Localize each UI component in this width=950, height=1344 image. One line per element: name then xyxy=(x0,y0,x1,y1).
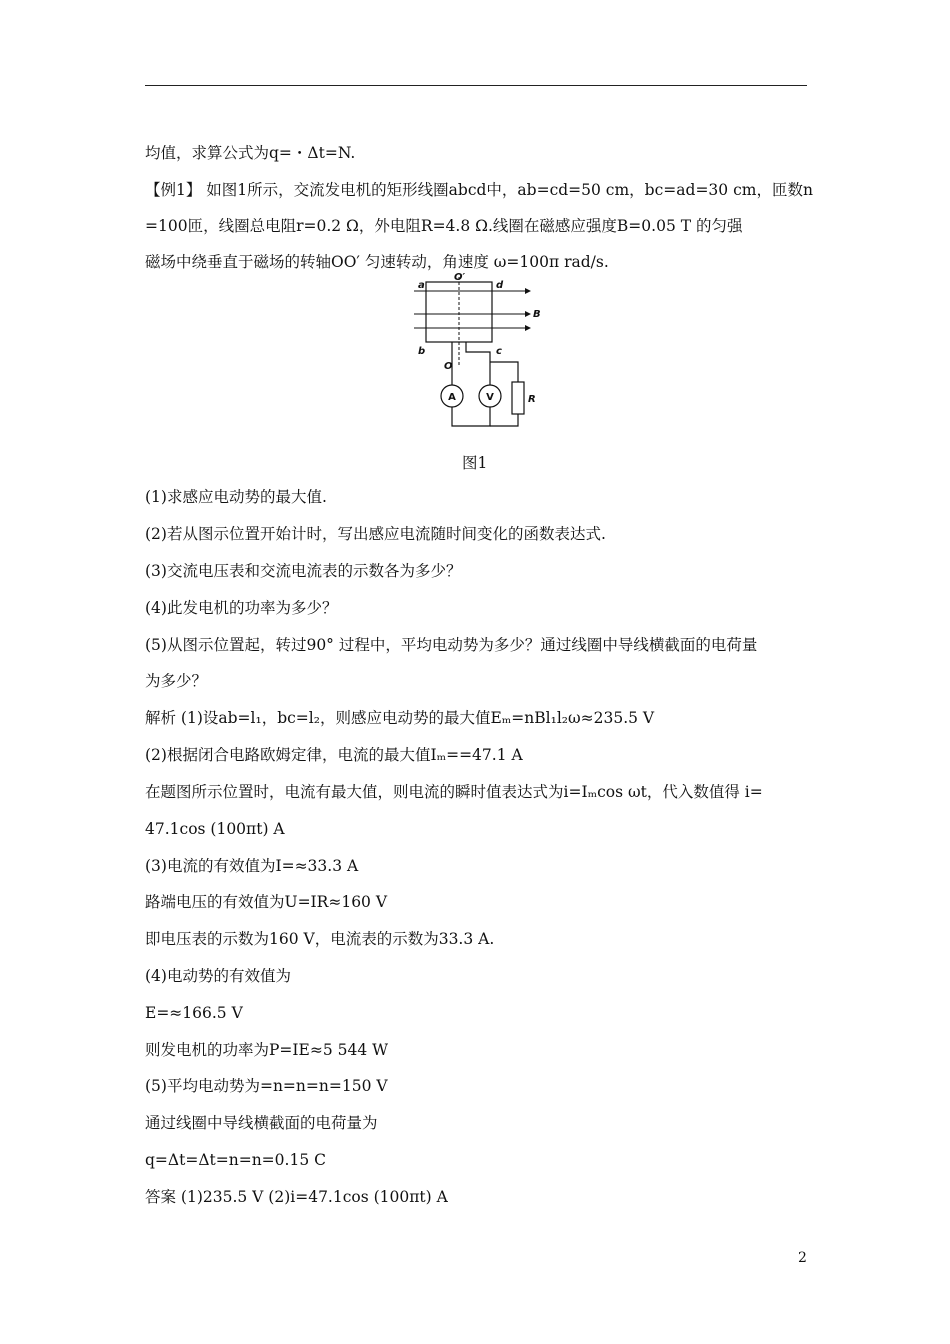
label-o-prime: O′ xyxy=(454,272,466,283)
solution-line: (3)电流的有效值为I=≈33.3 A xyxy=(145,857,359,875)
ammeter-label: A xyxy=(448,392,456,403)
solution-line: 解析 (1)设ab=l₁，bc=l₂，则感应电动势的最大值Eₘ=nBl₁l₂ω≈235.5 V xyxy=(145,709,655,727)
question-5: (5)从图示位置起，转过90° 过程中，平均电动势为多少？通过线圈中导线横截面的电荷量 xyxy=(145,636,758,654)
question-4: (4)此发电机的功率为多少？ xyxy=(145,599,338,617)
solution-line: 即电压表的示数为160 V，电流表的示数为33.3 A. xyxy=(145,930,495,948)
solution-line: 47.1cos (100πt) A xyxy=(145,820,285,838)
page-number: 2 xyxy=(798,1250,807,1266)
solution-line: 在题图所示位置时，电流有最大值，则电流的瞬时值表达式为i=Iₘcos ωt，代入数值得 i= xyxy=(145,783,763,801)
text-line: 为多少？ xyxy=(145,672,208,690)
generator-coil-diagram xyxy=(408,272,548,432)
label-r: R xyxy=(528,394,536,405)
label-o: O xyxy=(444,361,453,372)
question-2: (2)若从图示位置开始计时，写出感应电流随时间变化的函数表达式. xyxy=(145,525,606,543)
header-rule xyxy=(145,85,807,86)
figure-caption: 图1 xyxy=(462,454,488,472)
label-field-b: B xyxy=(533,309,541,320)
question-1: (1)求感应电动势的最大值. xyxy=(145,488,327,506)
solution-line: 则发电机的功率为P=IE≈5 544 W xyxy=(145,1041,389,1059)
solution-line: (2)根据闭合电路欧姆定律，电流的最大值Iₘ==47.1 A xyxy=(145,746,523,764)
solution-line: E=≈166.5 V xyxy=(145,1004,243,1022)
label-b: b xyxy=(418,346,426,357)
label-a: a xyxy=(418,280,425,291)
answer-line: 答案 (1)235.5 V (2)i=47.1cos (100πt) A xyxy=(145,1188,448,1206)
text-line: 磁场中绕垂直于磁场的转轴OO′ 匀速转动，角速度 ω=100π rad/s. xyxy=(145,253,609,271)
solution-line: q=Δt=Δt=n=n=0.15 C xyxy=(145,1151,326,1169)
text-line: 均值，求算公式为q=・Δt=N. xyxy=(145,144,356,162)
solution-line: 通过线圈中导线横截面的电荷量为 xyxy=(145,1114,378,1132)
question-3: (3)交流电压表和交流电流表的示数各为多少？ xyxy=(145,562,462,580)
solution-line: 路端电压的有效值为U=IR≈160 V xyxy=(145,893,388,911)
solution-line: (4)电动势的有效值为 xyxy=(145,967,291,985)
label-d: d xyxy=(496,280,504,291)
solution-line: (5)平均电动势为=n=n=n=150 V xyxy=(145,1077,388,1095)
voltmeter-label: V xyxy=(486,392,494,403)
text-line: =100匝，线圈总电阻r=0.2 Ω，外电阻R=4.8 Ω.线圈在磁感应强度B=0.05 T 的匀强 xyxy=(145,217,743,235)
label-c: c xyxy=(496,346,502,357)
example-heading: 【例1】 如图1所示，交流发电机的矩形线圈abcd中，ab=cd=50 cm，bc=ad=30 cm，匝数n xyxy=(145,181,813,199)
